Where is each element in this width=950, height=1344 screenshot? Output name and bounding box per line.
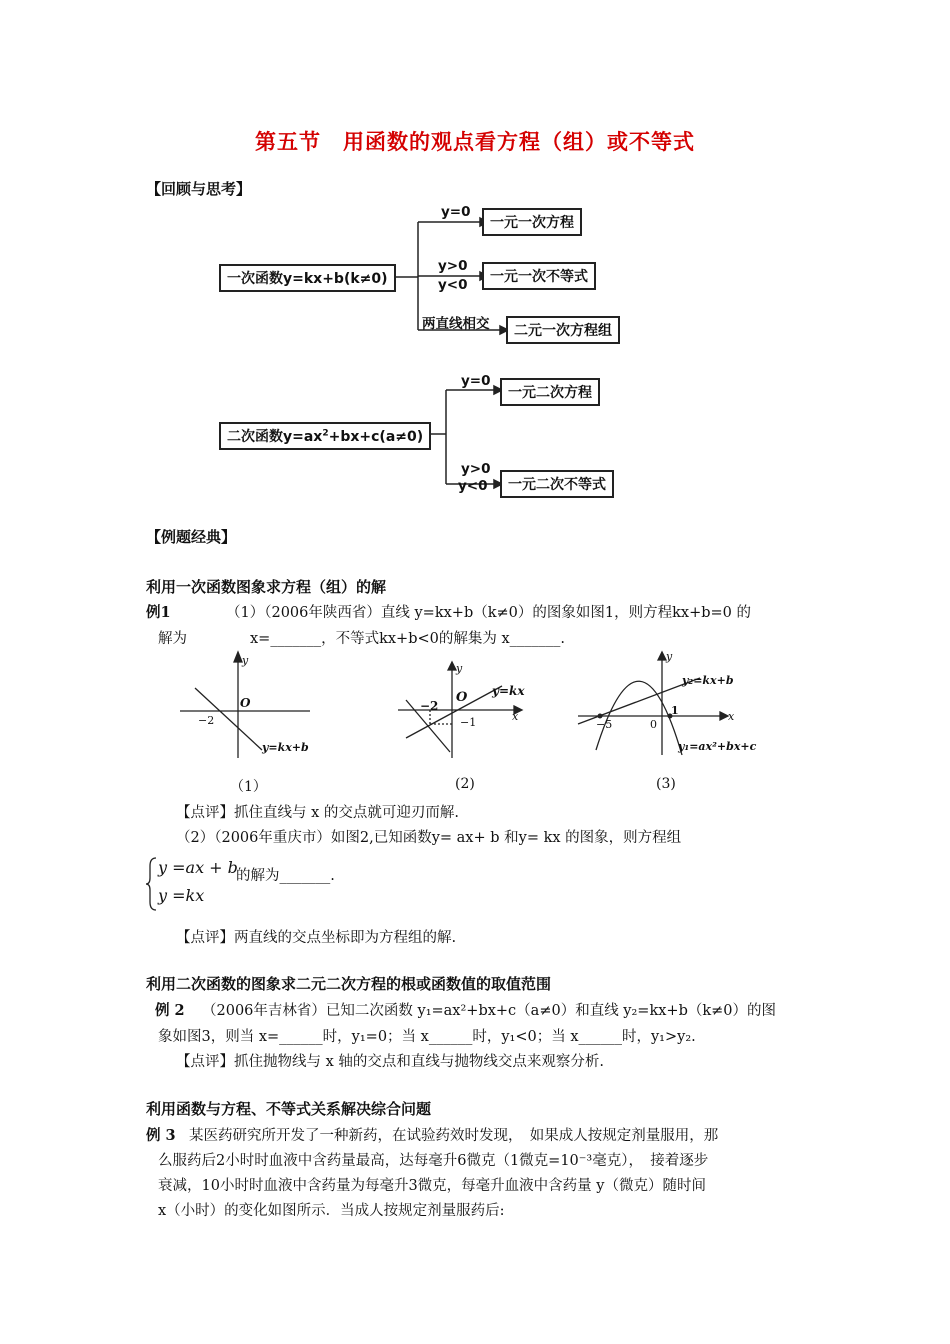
fig2-minus1: −1 (460, 716, 477, 729)
example-3-line1: 某医药研究所开发了一种新药，在试验药效时发现， 如果成人按规定剂量服用，那 (189, 1128, 719, 1144)
fig2-x-label: x (512, 710, 519, 723)
fig3-zero: 0 (650, 718, 657, 731)
linear-result-inequality: 一元一次不等式 (482, 262, 596, 290)
linear-cond-intersect: 两直线相交 (422, 316, 490, 332)
fig1-caption: （1） (230, 779, 267, 795)
note-3: 【点评】抓住抛物线与 x 轴的交点和直线与抛物线交点来观察分析. (176, 1054, 605, 1070)
example-1-line2b: x=_______，不等式kx+b<0的解集为 x_______. (250, 631, 565, 647)
linear-cond-lt: y<0 (438, 277, 468, 293)
figure-2-graph (392, 660, 532, 760)
example-1-line1: （1）（2006年陕西省）直线 y=kx+b（k≠0）的图象如图1，则方程kx+b=0 的 (226, 605, 751, 621)
subheading-1: 利用一次函数图象求方程（组）的解 (146, 578, 387, 596)
note-1: 【点评】抓住直线与 x 的交点就可迎刃而解. (176, 805, 460, 821)
quad-cond-eq: y=0 (461, 373, 491, 389)
linear-result-system: 二元一次方程组 (506, 316, 620, 344)
example-2-line1: （2006年吉林省）已知二次函数 y₁=ax²+bx+c（a≠0）和直线 y₂=kx+b（k≠0）的图 (202, 1003, 777, 1019)
quad-result-equation: 一元二次方程 (500, 378, 600, 406)
example-1-part2: （2）（2006年重庆市）如图2,已知函数y= ax+ b 和y= kx 的图象，则方程组 (176, 830, 682, 846)
example-3-line4: x（小时）的变化如图所示．当成人按规定剂量服药后: (158, 1203, 505, 1219)
fig3-line-label: y₂=kx+b (682, 674, 734, 687)
quadratic-function-box: 二次函数$y=ax^2+bx+c(a\ne 0)$ (219, 422, 431, 450)
linear-result-equation: 一元一次方程 (482, 208, 582, 236)
fig3-one: 1 (671, 704, 679, 717)
fig3-parabola-label: y₁=ax²+bx+c (678, 740, 757, 753)
example-2-label: 例 2 (155, 1002, 185, 1019)
system-tail: 的解为_______. (236, 868, 335, 884)
page-title: 第五节 用函数的观点看方程（组）或不等式 (255, 130, 695, 154)
fig3-y-label: y (666, 650, 673, 663)
concept-diagram-lines (0, 0, 950, 520)
fig2-caption: (2) (455, 776, 475, 792)
example-3-label: 例 3 (146, 1127, 176, 1144)
fig1-minus2: −2 (198, 714, 215, 727)
fig2-y-label: y (456, 662, 463, 675)
subheading-3: 利用函数与方程、不等式关系解决综合问题 (146, 1100, 432, 1118)
example-3-line2: 么服药后2小时时血液中含药量最高，达每毫升6微克（1微克=10⁻³毫克）， 接着逐步 (158, 1153, 709, 1169)
fig3-minus5: −5 (596, 718, 613, 731)
subheading-2: 利用二次函数的图象求二元二次方程的根或函数值的取值范围 (146, 975, 552, 993)
fig2-line-label: y=kx (492, 684, 525, 698)
quad-result-inequality: 一元二次不等式 (500, 470, 614, 498)
quad-cond-lt: y<0 (458, 478, 488, 494)
fig1-line-label: y=kx+b (262, 741, 309, 754)
note-2: 【点评】两直线的交点坐标即为方程组的解. (176, 930, 457, 946)
fig3-caption: (3) (656, 776, 676, 792)
example-1-line2a: 解为 (158, 631, 187, 647)
linear-cond-eq: y=0 (441, 204, 471, 220)
linear-cond-gt: y>0 (438, 258, 468, 274)
example-3-line3: 衰减，10小时时血液中含药量为每毫升3微克，每毫升血液中含药量 y（微克）随时间 (158, 1178, 706, 1194)
fig3-x-label: x (728, 710, 735, 723)
system-brace (144, 856, 158, 912)
example-2-line2: 象如图3，则当 x=______时，y₁=0；当 x______时，y₁<0；当 x______时，y₁>y₂. (158, 1029, 696, 1045)
quad-cond-gt: y>0 (461, 461, 491, 477)
linear-function-box: 一次函数y=kx+b(k≠0) (219, 264, 396, 292)
examples-heading: 【例题经典】 (146, 528, 237, 546)
fig1-origin: O (240, 696, 251, 710)
system-equation-2: y =kx (158, 886, 205, 905)
example-1-label: 例1 (146, 604, 171, 621)
fig2-origin: O (456, 690, 468, 705)
system-equation-1: y =ax + b (158, 858, 238, 877)
fig1-y-label: y (242, 654, 249, 667)
fig2-minus2: −2 (420, 699, 439, 713)
review-heading: 【回顾与思考】 (146, 180, 252, 198)
